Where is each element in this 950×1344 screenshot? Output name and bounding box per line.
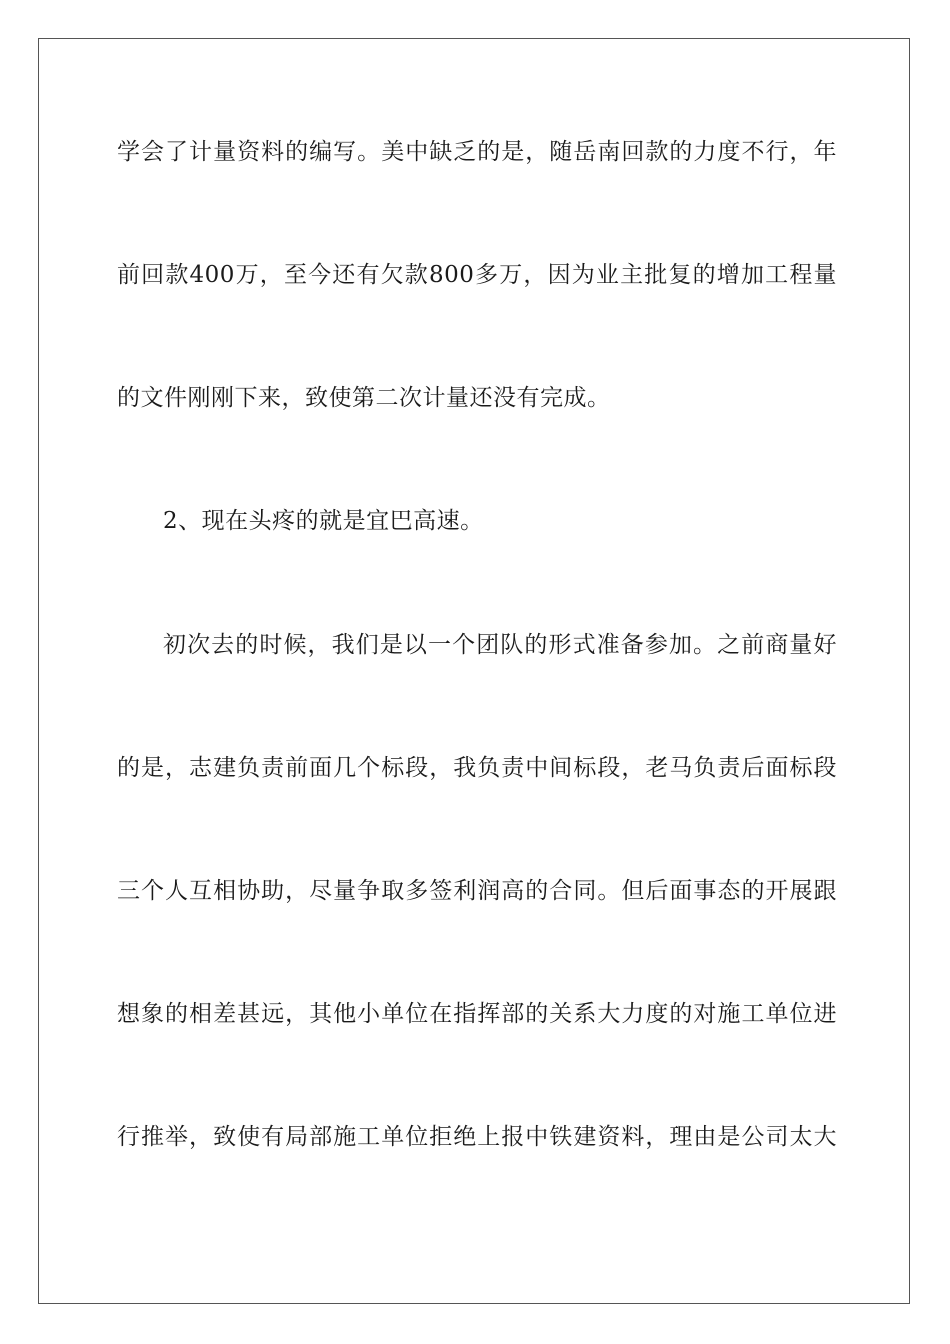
body-text-line-1: 学会了计量资料的编写。美中缺乏的是，随岳南回款的力度不行，年 bbox=[117, 139, 837, 165]
body-text-line-7: 三个人互相协助，尽量争取多签利润高的合同。但后面事态的开展跟 bbox=[117, 878, 837, 904]
section-heading-2: 2、现在头疼的就是宜巴高速。 bbox=[163, 508, 484, 534]
page-border bbox=[38, 38, 910, 1304]
body-text-line-3: 的文件刚刚下来，致使第二次计量还没有完成。 bbox=[117, 385, 611, 411]
body-text-line-6: 的是，志建负责前面几个标段，我负责中间标段，老马负责后面标段 bbox=[117, 755, 837, 781]
body-text-line-8: 想象的相差甚远，其他小单位在指挥部的关系大力度的对施工单位进 bbox=[117, 1001, 837, 1027]
body-text-line-5: 初次去的时候，我们是以一个团队的形式准备参加。之前商量好 bbox=[163, 632, 837, 658]
body-text-line-9: 行推举，致使有局部施工单位拒绝上报中铁建资料，理由是公司太大 bbox=[117, 1124, 837, 1150]
body-text-line-2: 前回款400万，至今还有欠款800多万，因为业主批复的增加工程量 bbox=[117, 262, 837, 288]
